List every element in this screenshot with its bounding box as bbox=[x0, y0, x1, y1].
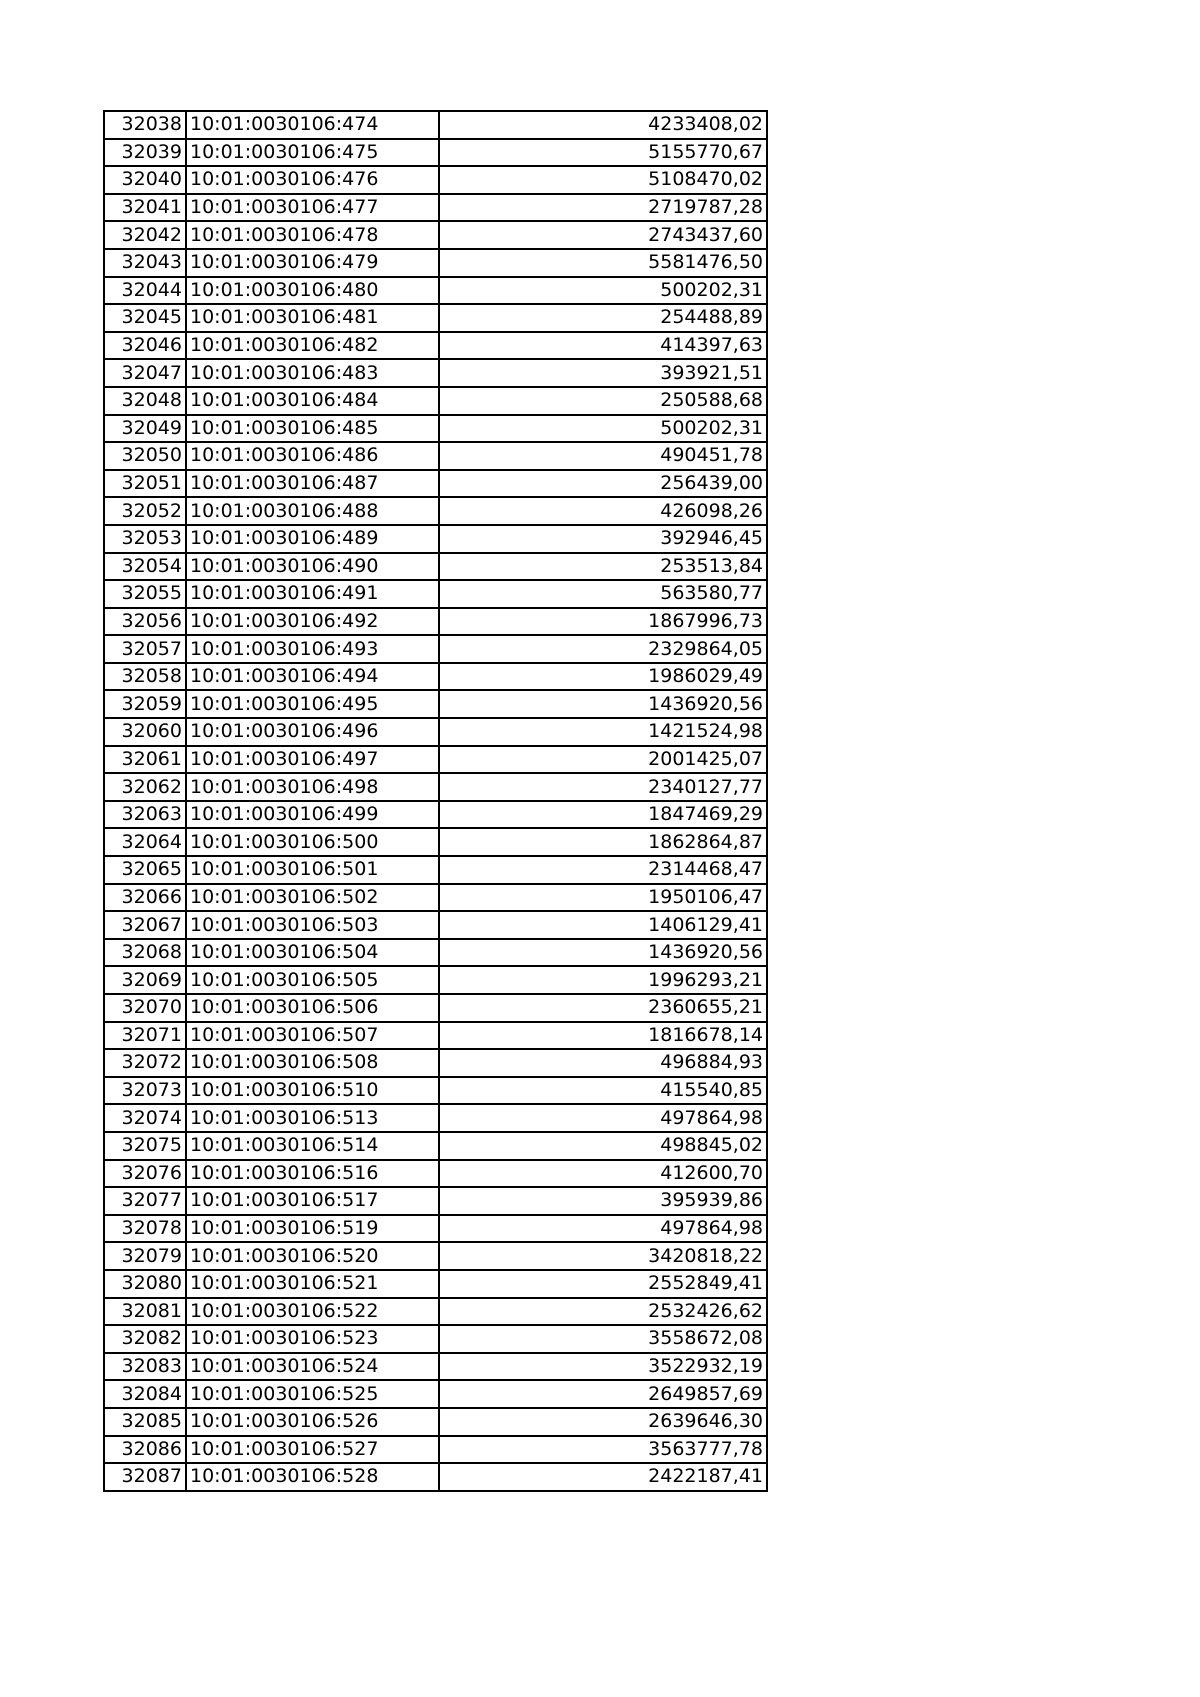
cadastral-value-cell: 1996293,21 bbox=[439, 966, 767, 994]
table-row bbox=[104, 608, 767, 636]
cadastral-value-cell: 2552849,41 bbox=[439, 1270, 767, 1298]
cadastral-value-cell: 1421524,98 bbox=[439, 718, 767, 746]
table-row bbox=[104, 1242, 767, 1270]
cadastral-number-cell: 10:01:0030106:522 bbox=[186, 1298, 439, 1326]
row-number-cell: 32044 bbox=[104, 277, 186, 305]
row-number-cell: 32086 bbox=[104, 1436, 186, 1464]
row-number-cell: 32057 bbox=[104, 635, 186, 663]
cadastral-value-cell: 1867996,73 bbox=[439, 608, 767, 636]
row-number-cell: 32062 bbox=[104, 773, 186, 801]
cadastral-value-cell: 426098,26 bbox=[439, 497, 767, 525]
table-row bbox=[104, 1380, 767, 1408]
row-number-cell: 32059 bbox=[104, 690, 186, 718]
cadastral-number-cell: 10:01:0030106:514 bbox=[186, 1132, 439, 1160]
row-number-cell: 32054 bbox=[104, 553, 186, 581]
cadastral-number-cell: 10:01:0030106:481 bbox=[186, 304, 439, 332]
row-number-cell: 32047 bbox=[104, 359, 186, 387]
cadastral-number-cell: 10:01:0030106:506 bbox=[186, 994, 439, 1022]
row-number-cell: 32084 bbox=[104, 1380, 186, 1408]
row-number-cell: 32064 bbox=[104, 828, 186, 856]
row-number-cell: 32042 bbox=[104, 221, 186, 249]
cadastral-value-cell: 490451,78 bbox=[439, 442, 767, 470]
row-number-cell: 32087 bbox=[104, 1463, 186, 1491]
cadastral-value-cell: 2329864,05 bbox=[439, 635, 767, 663]
row-number-cell: 32058 bbox=[104, 663, 186, 691]
table-row bbox=[104, 1077, 767, 1105]
cadastral-number-cell: 10:01:0030106:517 bbox=[186, 1187, 439, 1215]
row-number-cell: 32085 bbox=[104, 1408, 186, 1436]
cadastral-value-cell: 1847469,29 bbox=[439, 801, 767, 829]
cadastral-value-cell: 414397,63 bbox=[439, 332, 767, 360]
row-number-cell: 32049 bbox=[104, 415, 186, 443]
row-number-cell: 32055 bbox=[104, 580, 186, 608]
table-row bbox=[104, 828, 767, 856]
table-row bbox=[104, 1160, 767, 1188]
table-row bbox=[104, 1463, 767, 1491]
table-row bbox=[104, 1187, 767, 1215]
table-row bbox=[104, 801, 767, 829]
table-row bbox=[104, 773, 767, 801]
row-number-cell: 32060 bbox=[104, 718, 186, 746]
cadastral-number-cell: 10:01:0030106:485 bbox=[186, 415, 439, 443]
table-row bbox=[104, 994, 767, 1022]
cadastral-number-cell: 10:01:0030106:487 bbox=[186, 470, 439, 498]
cadastral-number-cell: 10:01:0030106:519 bbox=[186, 1215, 439, 1243]
table-row bbox=[104, 111, 767, 139]
cadastral-value-cell: 3522932,19 bbox=[439, 1353, 767, 1381]
table-row bbox=[104, 635, 767, 663]
cadastral-value-cell: 1862864,87 bbox=[439, 828, 767, 856]
cadastral-value-cell: 5155770,67 bbox=[439, 139, 767, 167]
cadastral-number-cell: 10:01:0030106:526 bbox=[186, 1408, 439, 1436]
table-row bbox=[104, 387, 767, 415]
table-row bbox=[104, 1022, 767, 1050]
table-row bbox=[104, 1353, 767, 1381]
cadastral-number-cell: 10:01:0030106:500 bbox=[186, 828, 439, 856]
row-number-cell: 32052 bbox=[104, 497, 186, 525]
cadastral-value-cell: 2743437,60 bbox=[439, 221, 767, 249]
row-number-cell: 32061 bbox=[104, 746, 186, 774]
row-number-cell: 32080 bbox=[104, 1270, 186, 1298]
cadastral-value-cell: 415540,85 bbox=[439, 1077, 767, 1105]
table-row bbox=[104, 1298, 767, 1326]
row-number-cell: 32041 bbox=[104, 194, 186, 222]
table-row bbox=[104, 856, 767, 884]
cadastral-number-cell: 10:01:0030106:478 bbox=[186, 221, 439, 249]
row-number-cell: 32063 bbox=[104, 801, 186, 829]
table-row bbox=[104, 332, 767, 360]
cadastral-number-cell: 10:01:0030106:484 bbox=[186, 387, 439, 415]
cadastral-value-cell: 2422187,41 bbox=[439, 1463, 767, 1491]
table-body bbox=[104, 111, 767, 1491]
cadastral-number-cell: 10:01:0030106:482 bbox=[186, 332, 439, 360]
table-row bbox=[104, 1436, 767, 1464]
cadastral-number-cell: 10:01:0030106:488 bbox=[186, 497, 439, 525]
table-row bbox=[104, 277, 767, 305]
cadastral-value-cell: 500202,31 bbox=[439, 277, 767, 305]
cadastral-number-cell: 10:01:0030106:516 bbox=[186, 1160, 439, 1188]
table-row bbox=[104, 304, 767, 332]
table-row bbox=[104, 1104, 767, 1132]
cadastral-value-cell: 256439,00 bbox=[439, 470, 767, 498]
table-row bbox=[104, 359, 767, 387]
row-number-cell: 32074 bbox=[104, 1104, 186, 1132]
cadastral-number-cell: 10:01:0030106:502 bbox=[186, 884, 439, 912]
cadastral-value-cell: 1986029,49 bbox=[439, 663, 767, 691]
cadastral-number-cell: 10:01:0030106:498 bbox=[186, 773, 439, 801]
cadastral-number-cell: 10:01:0030106:496 bbox=[186, 718, 439, 746]
table-row bbox=[104, 442, 767, 470]
table-row bbox=[104, 415, 767, 443]
cadastral-value-cell: 1436920,56 bbox=[439, 939, 767, 967]
row-number-cell: 32075 bbox=[104, 1132, 186, 1160]
table-row bbox=[104, 497, 767, 525]
table-row bbox=[104, 249, 767, 277]
row-number-cell: 32053 bbox=[104, 525, 186, 553]
cadastral-value-cell: 2649857,69 bbox=[439, 1380, 767, 1408]
cadastral-number-cell: 10:01:0030106:501 bbox=[186, 856, 439, 884]
row-number-cell: 32051 bbox=[104, 470, 186, 498]
cadastral-value-cell: 254488,89 bbox=[439, 304, 767, 332]
row-number-cell: 32083 bbox=[104, 1353, 186, 1381]
cadastral-number-cell: 10:01:0030106:504 bbox=[186, 939, 439, 967]
row-number-cell: 32048 bbox=[104, 387, 186, 415]
row-number-cell: 32081 bbox=[104, 1298, 186, 1326]
cadastral-number-cell: 10:01:0030106:475 bbox=[186, 139, 439, 167]
cadastral-number-cell: 10:01:0030106:505 bbox=[186, 966, 439, 994]
cadastral-number-cell: 10:01:0030106:521 bbox=[186, 1270, 439, 1298]
row-number-cell: 32078 bbox=[104, 1215, 186, 1243]
cadastral-value-cell: 2314468,47 bbox=[439, 856, 767, 884]
cadastral-number-cell: 10:01:0030106:507 bbox=[186, 1022, 439, 1050]
cadastral-number-cell: 10:01:0030106:510 bbox=[186, 1077, 439, 1105]
cadastral-value-cell: 497864,98 bbox=[439, 1215, 767, 1243]
table-row bbox=[104, 580, 767, 608]
row-number-cell: 32045 bbox=[104, 304, 186, 332]
cadastral-value-cell: 1950106,47 bbox=[439, 884, 767, 912]
cadastral-number-cell: 10:01:0030106:474 bbox=[186, 111, 439, 139]
row-number-cell: 32072 bbox=[104, 1049, 186, 1077]
table-row bbox=[104, 1270, 767, 1298]
cadastral-number-cell: 10:01:0030106:476 bbox=[186, 166, 439, 194]
row-number-cell: 32040 bbox=[104, 166, 186, 194]
row-number-cell: 32076 bbox=[104, 1160, 186, 1188]
cadastral-number-cell: 10:01:0030106:528 bbox=[186, 1463, 439, 1491]
table-row bbox=[104, 525, 767, 553]
cadastral-number-cell: 10:01:0030106:513 bbox=[186, 1104, 439, 1132]
table-row bbox=[104, 966, 767, 994]
cadastral-number-cell: 10:01:0030106:503 bbox=[186, 911, 439, 939]
cadastral-value-cell: 1406129,41 bbox=[439, 911, 767, 939]
cadastral-number-cell: 10:01:0030106:477 bbox=[186, 194, 439, 222]
cadastral-value-cell: 1816678,14 bbox=[439, 1022, 767, 1050]
row-number-cell: 32065 bbox=[104, 856, 186, 884]
row-number-cell: 32039 bbox=[104, 139, 186, 167]
row-number-cell: 32043 bbox=[104, 249, 186, 277]
table-row bbox=[104, 221, 767, 249]
cadastral-number-cell: 10:01:0030106:491 bbox=[186, 580, 439, 608]
row-number-cell: 32038 bbox=[104, 111, 186, 139]
cadastral-value-cell: 2001425,07 bbox=[439, 746, 767, 774]
cadastral-value-cell: 2719787,28 bbox=[439, 194, 767, 222]
table-row bbox=[104, 884, 767, 912]
table-row bbox=[104, 166, 767, 194]
cadastral-number-cell: 10:01:0030106:480 bbox=[186, 277, 439, 305]
cadastral-number-cell: 10:01:0030106:520 bbox=[186, 1242, 439, 1270]
table-row bbox=[104, 1049, 767, 1077]
cadastral-number-cell: 10:01:0030106:499 bbox=[186, 801, 439, 829]
cadastral-value-cell: 3420818,22 bbox=[439, 1242, 767, 1270]
row-number-cell: 32073 bbox=[104, 1077, 186, 1105]
table-row bbox=[104, 718, 767, 746]
cadastral-value-cell: 2639646,30 bbox=[439, 1408, 767, 1436]
cadastral-value-cell: 2360655,21 bbox=[439, 994, 767, 1022]
table-row bbox=[104, 1132, 767, 1160]
cadastral-value-cell: 5581476,50 bbox=[439, 249, 767, 277]
row-number-cell: 32050 bbox=[104, 442, 186, 470]
cadastral-value-cell: 4233408,02 bbox=[439, 111, 767, 139]
cadastral-number-cell: 10:01:0030106:525 bbox=[186, 1380, 439, 1408]
table-row bbox=[104, 1215, 767, 1243]
row-number-cell: 32069 bbox=[104, 966, 186, 994]
cadastral-value-cell: 496884,93 bbox=[439, 1049, 767, 1077]
cadastral-value-cell: 497864,98 bbox=[439, 1104, 767, 1132]
cadastral-number-cell: 10:01:0030106:508 bbox=[186, 1049, 439, 1077]
cadastral-number-cell: 10:01:0030106:524 bbox=[186, 1353, 439, 1381]
table-row bbox=[104, 1408, 767, 1436]
row-number-cell: 32082 bbox=[104, 1325, 186, 1353]
table-row bbox=[104, 690, 767, 718]
cadastral-value-cell: 498845,02 bbox=[439, 1132, 767, 1160]
cadastral-value-cell: 500202,31 bbox=[439, 415, 767, 443]
cadastral-number-cell: 10:01:0030106:489 bbox=[186, 525, 439, 553]
cadastral-number-cell: 10:01:0030106:497 bbox=[186, 746, 439, 774]
cadastral-value-cell: 395939,86 bbox=[439, 1187, 767, 1215]
cadastral-value-cell: 563580,77 bbox=[439, 580, 767, 608]
cadastral-value-cell: 2340127,77 bbox=[439, 773, 767, 801]
cadastral-number-cell: 10:01:0030106:492 bbox=[186, 608, 439, 636]
row-number-cell: 32077 bbox=[104, 1187, 186, 1215]
row-number-cell: 32071 bbox=[104, 1022, 186, 1050]
table-row bbox=[104, 139, 767, 167]
cadastral-number-cell: 10:01:0030106:483 bbox=[186, 359, 439, 387]
table-row bbox=[104, 1325, 767, 1353]
table-row bbox=[104, 746, 767, 774]
row-number-cell: 32070 bbox=[104, 994, 186, 1022]
cadastral-value-cell: 392946,45 bbox=[439, 525, 767, 553]
row-number-cell: 32066 bbox=[104, 884, 186, 912]
row-number-cell: 32079 bbox=[104, 1242, 186, 1270]
cadastral-value-cell: 3558672,08 bbox=[439, 1325, 767, 1353]
cadastral-value-cell: 412600,70 bbox=[439, 1160, 767, 1188]
row-number-cell: 32056 bbox=[104, 608, 186, 636]
cadastral-number-cell: 10:01:0030106:523 bbox=[186, 1325, 439, 1353]
table-row bbox=[104, 553, 767, 581]
table-row bbox=[104, 663, 767, 691]
cadastral-number-cell: 10:01:0030106:493 bbox=[186, 635, 439, 663]
cadastral-value-cell: 250588,68 bbox=[439, 387, 767, 415]
cadastral-value-cell: 5108470,02 bbox=[439, 166, 767, 194]
cadastral-number-cell: 10:01:0030106:494 bbox=[186, 663, 439, 691]
cadastral-value-cell: 253513,84 bbox=[439, 553, 767, 581]
row-number-cell: 32067 bbox=[104, 911, 186, 939]
table-row bbox=[104, 939, 767, 967]
table-row bbox=[104, 470, 767, 498]
cadastral-value-cell: 2532426,62 bbox=[439, 1298, 767, 1326]
cadastral-value-cell: 1436920,56 bbox=[439, 690, 767, 718]
cadastral-number-cell: 10:01:0030106:495 bbox=[186, 690, 439, 718]
cadastral-number-cell: 10:01:0030106:527 bbox=[186, 1436, 439, 1464]
table-row bbox=[104, 194, 767, 222]
cadastral-value-table bbox=[103, 110, 768, 1492]
cadastral-value-cell: 393921,51 bbox=[439, 359, 767, 387]
cadastral-value-cell: 3563777,78 bbox=[439, 1436, 767, 1464]
cadastral-number-cell: 10:01:0030106:490 bbox=[186, 553, 439, 581]
cadastral-number-cell: 10:01:0030106:479 bbox=[186, 249, 439, 277]
row-number-cell: 32068 bbox=[104, 939, 186, 967]
cadastral-number-cell: 10:01:0030106:486 bbox=[186, 442, 439, 470]
row-number-cell: 32046 bbox=[104, 332, 186, 360]
table-row bbox=[104, 911, 767, 939]
